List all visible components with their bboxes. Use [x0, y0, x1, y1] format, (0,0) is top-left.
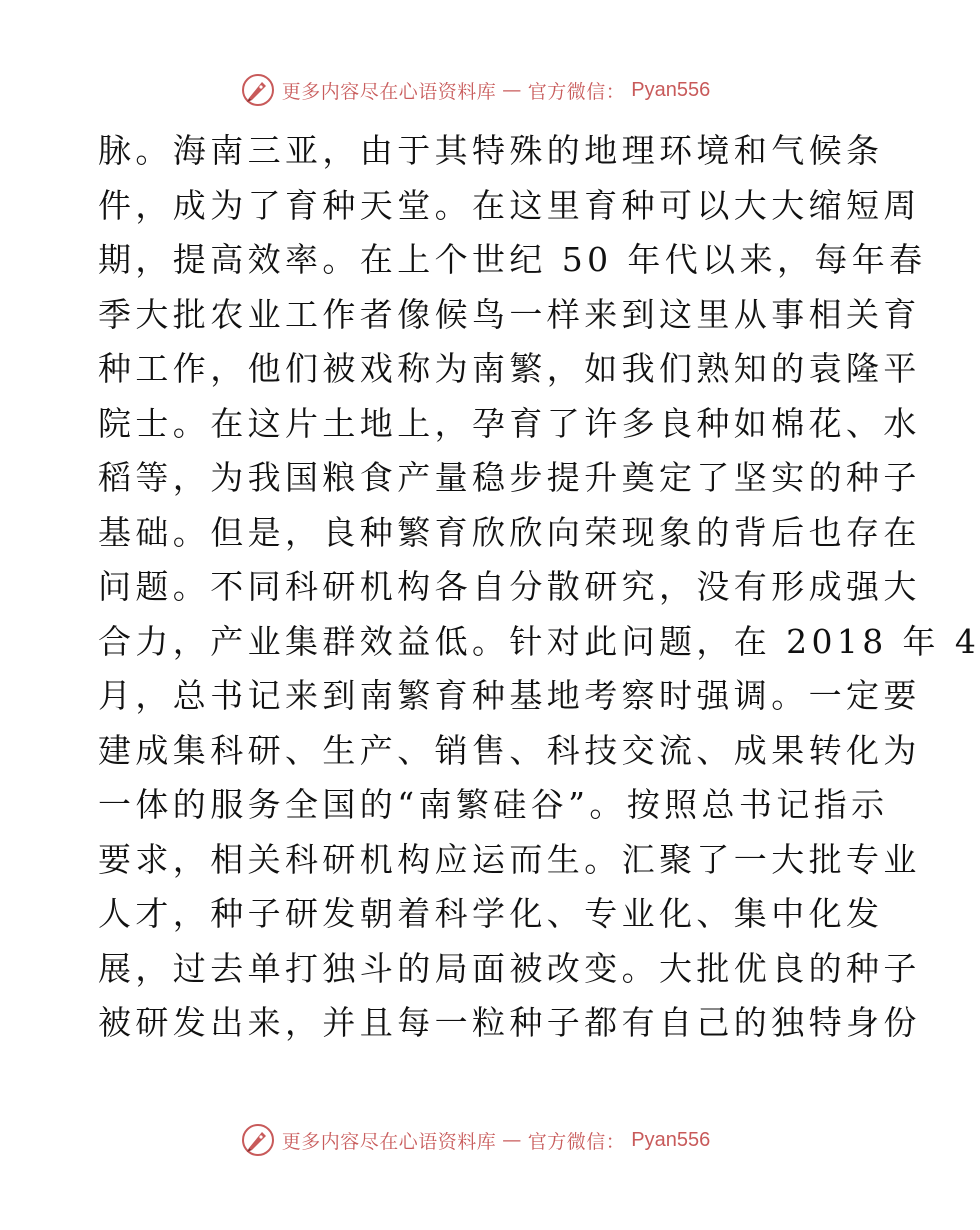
text-line: 展，过去单打独斗的局面被改变。大批优良的种子 [98, 948, 921, 988]
wechat-label: 官方微信： [527, 1130, 626, 1153]
promo-text: 更多内容尽在心语资料库 [281, 1130, 497, 1153]
text-line: 月，总书记来到南繁育种基地考察时强调。一定要 [98, 676, 921, 715]
promo-text: 更多内容尽在心语资料库 [281, 80, 497, 103]
text-line: 基础。但是，良种繁育欣欣向荣现象的背后也存在 [98, 512, 921, 552]
pen-nib-logo-icon [240, 72, 276, 108]
text-line: 问题。不同科研机构各自分散研究，没有形成强大 [98, 567, 921, 606]
pen-nib-logo-icon [240, 1122, 276, 1158]
wechat-id: Pyan556 [631, 1128, 711, 1151]
banner-separator: — [502, 79, 522, 101]
text-line: 脉。海南三亚，由于其特殊的地理环境和气候条 [98, 131, 884, 170]
text-line: 件，成为了育种天堂。在这里育种可以大大缩短周 [98, 185, 921, 225]
body-text [98, 124, 980, 1051]
banner-separator: — [502, 1129, 522, 1151]
text-line: 种工作，他们被戏称为南繁，如我们熟知的袁隆平 [98, 349, 921, 388]
text-line: 人才，种子研发朝着科学化、专业化、集中化发 [98, 894, 884, 933]
text-line: 建成集科研、生产、销售、科技交流、成果转化为 [98, 730, 921, 770]
wechat-id: Pyan556 [631, 78, 711, 101]
text-line: 一体的服务全国的“南繁硅谷”。按照总书记指示 [98, 785, 889, 824]
text-line: 院士。在这片土地上，孕育了许多良种如棉花、水 [98, 403, 921, 443]
text-line: 期，提高效率。在上个世纪 50 年代以来，每年春 [98, 240, 927, 279]
text-line: 要求，相关科研机构应运而生。汇聚了一大批专业 [98, 839, 921, 879]
text-line: 合力，产业集群效益低。针对此问题，在 2018 年 4 [98, 621, 980, 661]
footer-banner [0, 1120, 950, 1160]
header-banner [0, 70, 950, 110]
wechat-label: 官方微信： [527, 80, 626, 103]
text-line: 被研发出来，并且每一粒种子都有自己的独特身份 [98, 1003, 921, 1042]
text-line: 季大批农业工作者像候鸟一样来到这里从事相关育 [98, 294, 921, 334]
text-line: 稻等，为我国粮食产量稳步提升奠定了坚实的种子 [98, 458, 921, 497]
